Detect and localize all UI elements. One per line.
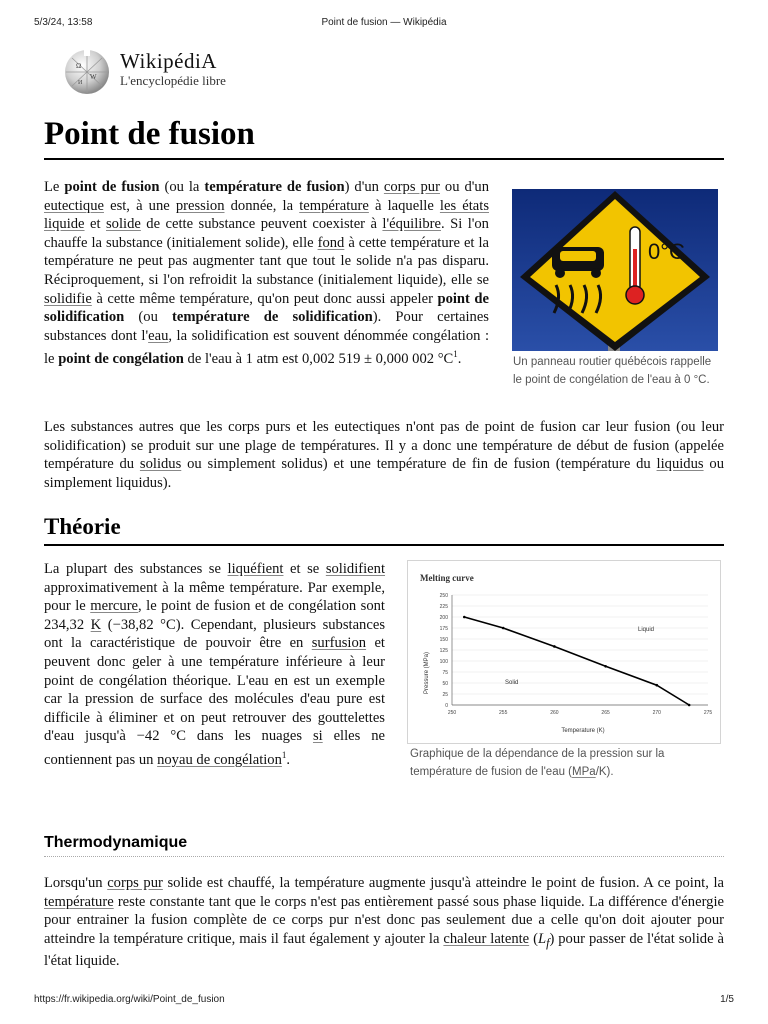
text-run: , la solidification est souvent dénommée congélation : le	[44, 327, 490, 368]
text-run: elles ne contiennent pas un	[44, 728, 385, 768]
print-page-title: Point de fusion — Wikipédia	[321, 17, 447, 28]
article-link[interactable]: MPa	[572, 765, 596, 778]
thermo-paragraph-1	[44, 874, 724, 971]
bold-term: point de fusion	[64, 179, 160, 195]
article-link[interactable]: K	[90, 616, 102, 633]
reference-superscript: 1	[453, 349, 458, 360]
text-run: Le	[44, 179, 65, 195]
text-run: et peuvent donc geler à une température inférieure à leur point de congélation théorique. L'eau en est un exemple car la pression de surface des molécules d'eau pure est difficile à éliminer et on peut retrouver des gouttelettes d'eau jusqu'à −42 °C dans les nuages	[44, 635, 385, 745]
article-link[interactable]: solide	[105, 216, 141, 233]
region-label-liquid: Liquid	[638, 627, 655, 633]
text-run: et se	[283, 561, 326, 577]
wikipedia-wordmark[interactable]	[120, 50, 226, 90]
text-run: La plupart des substances se	[44, 561, 228, 577]
text-run: , le point de fusion et de congélation sont 234,32	[44, 598, 385, 633]
reference-superscript: 1	[281, 749, 287, 760]
article-link[interactable]: noyau de congélation	[157, 751, 282, 768]
section-heading-thermodynamique: Thermodynamique	[44, 832, 724, 857]
chart-svg	[408, 561, 720, 743]
text-run: ou simplement liquidus).	[44, 456, 724, 491]
text-run: (ou	[124, 309, 173, 326]
print-url: https://fr.wikipedia.org/wiki/Point_de_fusion	[34, 994, 225, 1005]
article-link[interactable]: liquidus	[656, 456, 704, 473]
chart-y-tick-label: 75	[442, 670, 448, 676]
article-link[interactable]: liquéfient	[227, 561, 284, 577]
sign-text: 0°C	[648, 239, 685, 264]
article-link[interactable]: surfusion	[311, 635, 367, 652]
article-link[interactable]: solidifie	[44, 290, 92, 307]
chart-y-tick-label: 25	[442, 692, 448, 698]
chart-y-tick-label: 225	[439, 604, 448, 610]
chart-x-tick-label: 265	[601, 710, 610, 716]
chart-y-tick-label: 150	[439, 637, 448, 643]
globe-puzzle-icon[interactable]	[62, 46, 112, 96]
svg-text:W: W	[90, 73, 97, 81]
text-run: (−38,82 °C). Cependant, plusieurs substances ont la caractéristique de pouvoir être en	[44, 616, 385, 652]
text-run: /K).	[595, 765, 614, 778]
intro-paragraph-1	[44, 178, 489, 369]
chart-y-axis-label: Pressure (MPa)	[424, 651, 430, 695]
svg-text:И: И	[78, 80, 83, 86]
chart-x-tick-label: 270	[652, 710, 661, 716]
chart-y-tick-label: 125	[439, 648, 448, 654]
section-heading-theorie: Théorie	[44, 512, 724, 546]
text-run: (	[529, 930, 538, 947]
article-link[interactable]: eau	[148, 327, 169, 344]
text-run: ) pour passer de l'état solide à l'état liquide.	[44, 930, 724, 970]
text-run: f	[546, 935, 550, 950]
article-link[interactable]: eutectique	[44, 197, 104, 214]
article-link[interactable]: fond	[317, 234, 345, 251]
figure-caption-2	[410, 746, 716, 781]
article-link[interactable]: mercure	[90, 598, 139, 615]
article-link[interactable]: l'équilibre	[382, 216, 441, 233]
text-run: .	[286, 751, 291, 768]
chart-x-axis-label: Temperature (K)	[561, 728, 605, 734]
article-link[interactable]: corps pur	[383, 179, 440, 195]
melting-curve-chart	[407, 560, 721, 744]
chart-x-tick-label: 250	[447, 710, 457, 716]
text-run: (ou la	[159, 179, 205, 195]
chart-x-tick-label: 260	[550, 710, 559, 716]
page-title: Point de fusion	[44, 112, 724, 160]
text-run: donnée, la	[224, 197, 300, 214]
chart-y-tick-label: 100	[439, 659, 448, 665]
bold-term: point de congélation	[58, 351, 184, 368]
figure-caption-1: Un panneau routier québécois rappelle le point de congélation de l'eau à 0 °C.	[513, 356, 712, 386]
text-run: .	[457, 351, 462, 368]
text-run: ). Pour certaines substances dont l'	[44, 309, 489, 344]
text-run: à cette même température, qu'on peut donc aussi appeler	[91, 290, 438, 307]
bold-term: point de solidification	[44, 290, 490, 326]
chart-y-tick-label: 175	[439, 626, 448, 632]
chart-data-point	[502, 627, 505, 630]
chart-data-point	[656, 684, 659, 687]
text-run: Graphique de la dépendance de la pression sur la température de fusion de l'eau (	[410, 748, 665, 778]
print-datetime: 5/3/24, 13:58	[34, 17, 93, 28]
article-link[interactable]: pression	[175, 197, 225, 214]
chart-x-tick-label: 255	[499, 710, 508, 716]
chart-title: Melting curve	[420, 573, 474, 583]
road-sign-image	[512, 189, 718, 351]
text-run: à laquelle	[368, 197, 440, 214]
print-footer	[0, 994, 768, 1008]
text-run: approximativement à la même température. Par exemple, pour le	[44, 579, 385, 615]
article-link[interactable]: solidifient	[325, 561, 386, 577]
text-run: est, à une	[103, 197, 176, 214]
chart-y-tick-label: 250	[439, 593, 448, 599]
text-run: de l'eau à 1 atm est 0,002 519 ± 0,000 002 °C	[183, 351, 454, 368]
article-link[interactable]: corps pur	[107, 875, 163, 891]
chart-data-point	[688, 704, 691, 707]
text-run: ou d'un	[439, 179, 490, 195]
text-run: solide est chauffé, la température augmente jusqu'à atteindre le point de fusion. A ce point, la	[162, 875, 724, 891]
text-run: Les substances autres que les corps purs et les eutectiques n'ont pas de point de fusion car leur fusion (ou leur solidification) se produit sur une plage de températures. Il y a donc une température de début de fusion (appelée température du	[44, 419, 724, 473]
chart-y-tick-label: 200	[439, 615, 448, 621]
article-link[interactable]: température	[299, 197, 369, 214]
text-run: reste constante tant que le corps n'est pas entièrement passé sous phase liquide. La différence d'énergie pour entrainer la fusion complète de ce corps pur n'est donc pas seulement due a celle qu'on doit ajouter pour atteindre la température critique, mais il faut également y ajouter la	[44, 893, 724, 947]
text-run: et	[84, 216, 106, 233]
svg-text:Ω: Ω	[76, 62, 82, 70]
article-link[interactable]: chaleur latente	[443, 930, 530, 947]
bold-term: température de fusion	[204, 179, 345, 195]
text-run: ou simplement solidus) et une température de fin de fusion (température du	[181, 456, 657, 473]
chart-data-point	[553, 645, 556, 648]
chart-y-tick-label: 0	[445, 703, 448, 709]
text-run: L	[537, 930, 547, 947]
chart-y-tick-label: 50	[442, 681, 448, 687]
print-header	[0, 17, 768, 31]
text-run: . Si l'on chauffe la substance (initialement solide), elle	[44, 216, 489, 251]
chart-data-point	[604, 665, 607, 668]
site-name: WikipédiA	[120, 49, 217, 73]
intro-paragraph-2	[44, 418, 724, 492]
site-tagline: L'encyclopédie libre	[120, 73, 226, 88]
article-link[interactable]: température	[44, 893, 114, 910]
chart-data-point	[463, 616, 466, 619]
theorie-paragraph-1	[44, 560, 385, 769]
article-link[interactable]: les états liquide	[44, 197, 489, 233]
article-link[interactable]: solidus	[139, 456, 182, 473]
text-run: à cette température et la température ne peut pas augmenter tant que tout le solide n'a pas disparu. Réciproquement, si l'on refroidit la substance (initialement liquide), elle se	[44, 234, 489, 288]
bold-term: température de solidification	[172, 309, 373, 326]
text-run: Lorsqu'un	[44, 875, 108, 891]
chart-x-tick-label: 275	[703, 710, 713, 716]
article-link[interactable]: si	[312, 728, 323, 745]
print-page-number: 1/5	[720, 994, 734, 1005]
text-run: de cette substance peuvent coexister à	[140, 216, 383, 233]
text-run: ) d'un	[344, 179, 384, 195]
region-label-solid: Solid	[505, 680, 519, 686]
